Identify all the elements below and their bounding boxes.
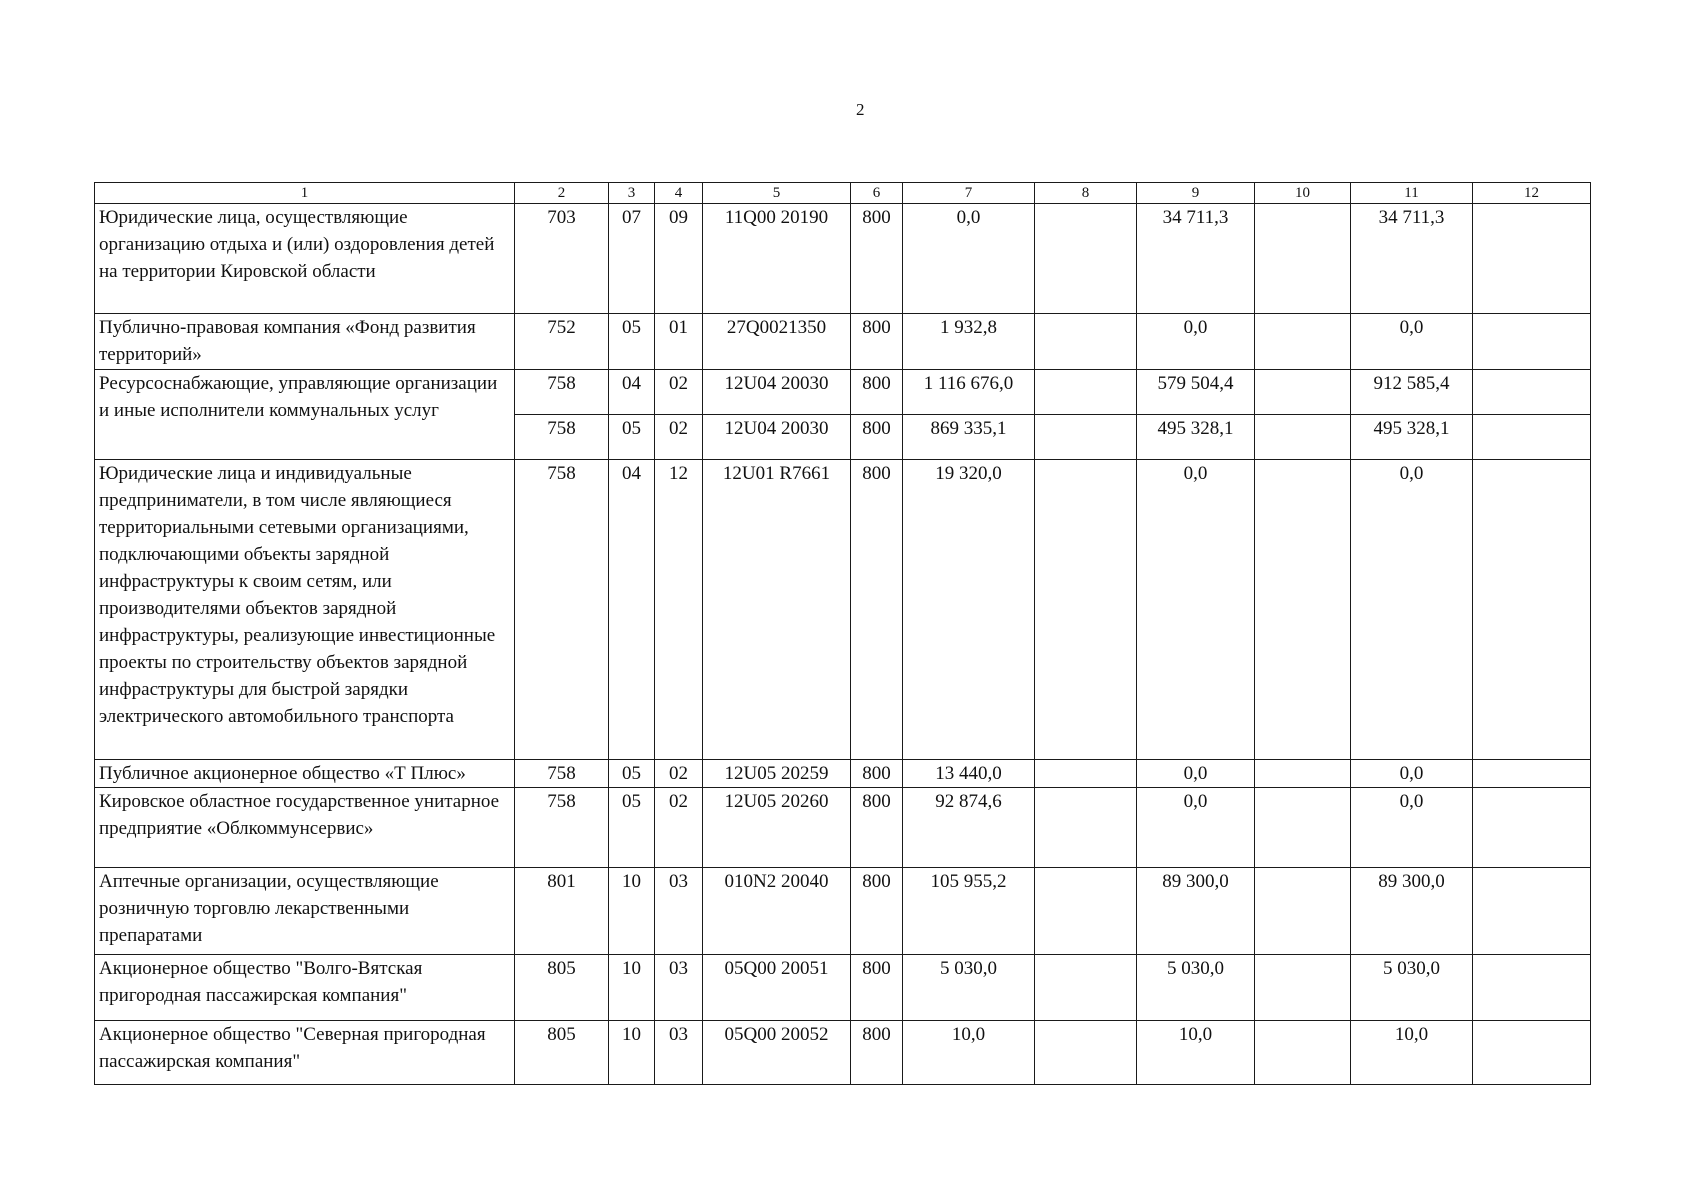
cell-col-5: 12U04 20030 bbox=[703, 415, 851, 460]
cell-col-8 bbox=[1035, 460, 1137, 760]
cell-col-12 bbox=[1473, 204, 1591, 314]
header-row bbox=[95, 183, 1591, 204]
cell-col-9: 579 504,4 bbox=[1137, 370, 1255, 415]
column-header-8: 8 bbox=[1035, 183, 1137, 204]
cell-col-6: 800 bbox=[851, 1021, 903, 1085]
cell-col-11: 0,0 bbox=[1351, 760, 1473, 788]
column-header-3: 3 bbox=[609, 183, 655, 204]
cell-col-9: 10,0 bbox=[1137, 1021, 1255, 1085]
column-header-11: 11 bbox=[1351, 183, 1473, 204]
cell-col-4: 02 bbox=[655, 370, 703, 415]
cell-col-2: 758 bbox=[515, 788, 609, 868]
cell-col-10 bbox=[1255, 314, 1351, 370]
cell-col-3: 05 bbox=[609, 314, 655, 370]
recipient-name: Акционерное общество "Волго-Вятская пригородная пассажирская компания" bbox=[95, 955, 515, 1021]
cell-col-12 bbox=[1473, 868, 1591, 955]
cell-col-7: 5 030,0 bbox=[903, 955, 1035, 1021]
recipient-name: Аптечные организации, осуществляющие розничную торговлю лекарственными препаратами bbox=[95, 868, 515, 955]
page-number: 2 bbox=[856, 100, 865, 119]
cell-col-8 bbox=[1035, 1021, 1137, 1085]
cell-col-6: 800 bbox=[851, 460, 903, 760]
cell-col-11: 912 585,4 bbox=[1351, 370, 1473, 415]
cell-col-11: 0,0 bbox=[1351, 314, 1473, 370]
cell-col-6: 800 bbox=[851, 314, 903, 370]
cell-col-8 bbox=[1035, 868, 1137, 955]
cell-col-3: 04 bbox=[609, 460, 655, 760]
column-header-5: 5 bbox=[703, 183, 851, 204]
cell-col-11: 0,0 bbox=[1351, 788, 1473, 868]
cell-col-7: 10,0 bbox=[903, 1021, 1035, 1085]
cell-col-5: 12U05 20259 bbox=[703, 760, 851, 788]
cell-col-10 bbox=[1255, 760, 1351, 788]
cell-col-7: 92 874,6 bbox=[903, 788, 1035, 868]
cell-col-6: 800 bbox=[851, 415, 903, 460]
column-header-9: 9 bbox=[1137, 183, 1255, 204]
cell-col-3: 04 bbox=[609, 370, 655, 415]
cell-col-2: 801 bbox=[515, 868, 609, 955]
cell-col-4: 12 bbox=[655, 460, 703, 760]
cell-col-9: 89 300,0 bbox=[1137, 868, 1255, 955]
cell-col-7: 0,0 bbox=[903, 204, 1035, 314]
cell-col-5: 05Q00 20052 bbox=[703, 1021, 851, 1085]
cell-col-2: 703 bbox=[515, 204, 609, 314]
cell-col-5: 12U05 20260 bbox=[703, 788, 851, 868]
cell-col-6: 800 bbox=[851, 788, 903, 868]
cell-col-8 bbox=[1035, 370, 1137, 415]
table-row bbox=[95, 788, 1591, 868]
column-header-10: 10 bbox=[1255, 183, 1351, 204]
cell-col-3: 05 bbox=[609, 788, 655, 868]
cell-col-12 bbox=[1473, 760, 1591, 788]
cell-col-3: 10 bbox=[609, 1021, 655, 1085]
budget-table bbox=[94, 182, 1591, 1085]
cell-col-6: 800 bbox=[851, 760, 903, 788]
cell-col-11: 34 711,3 bbox=[1351, 204, 1473, 314]
column-header-6: 6 bbox=[851, 183, 903, 204]
cell-col-7: 13 440,0 bbox=[903, 760, 1035, 788]
cell-col-5: 05Q00 20051 bbox=[703, 955, 851, 1021]
cell-col-4: 02 bbox=[655, 760, 703, 788]
cell-col-12 bbox=[1473, 955, 1591, 1021]
recipient-name: Акционерное общество "Северная пригородная пассажирская компания" bbox=[95, 1021, 515, 1085]
cell-col-4: 02 bbox=[655, 415, 703, 460]
cell-col-10 bbox=[1255, 1021, 1351, 1085]
cell-col-12 bbox=[1473, 460, 1591, 760]
cell-col-8 bbox=[1035, 204, 1137, 314]
cell-col-6: 800 bbox=[851, 868, 903, 955]
cell-col-5: 27Q0021350 bbox=[703, 314, 851, 370]
cell-col-10 bbox=[1255, 415, 1351, 460]
cell-col-9: 495 328,1 bbox=[1137, 415, 1255, 460]
cell-col-9: 34 711,3 bbox=[1137, 204, 1255, 314]
cell-col-10 bbox=[1255, 788, 1351, 868]
cell-col-8 bbox=[1035, 314, 1137, 370]
cell-col-12 bbox=[1473, 415, 1591, 460]
cell-col-5: 010N2 20040 bbox=[703, 868, 851, 955]
cell-col-3: 05 bbox=[609, 760, 655, 788]
cell-col-7: 869 335,1 bbox=[903, 415, 1035, 460]
cell-col-10 bbox=[1255, 868, 1351, 955]
recipient-name: Юридические лица, осуществляющие организацию отдыха и (или) оздоровления детей на территории Кировской области bbox=[95, 204, 515, 314]
cell-col-12 bbox=[1473, 370, 1591, 415]
cell-col-5: 12U04 20030 bbox=[703, 370, 851, 415]
cell-col-8 bbox=[1035, 415, 1137, 460]
cell-col-2: 758 bbox=[515, 760, 609, 788]
table-row bbox=[95, 314, 1591, 370]
table-row bbox=[95, 760, 1591, 788]
cell-col-6: 800 bbox=[851, 204, 903, 314]
cell-col-7: 1 932,8 bbox=[903, 314, 1035, 370]
column-header-1: 1 bbox=[95, 183, 515, 204]
table-row bbox=[95, 868, 1591, 955]
cell-col-2: 758 bbox=[515, 415, 609, 460]
cell-col-2: 805 bbox=[515, 1021, 609, 1085]
table-row bbox=[95, 955, 1591, 1021]
table-body bbox=[95, 204, 1591, 1085]
column-header-7: 7 bbox=[903, 183, 1035, 204]
cell-col-7: 105 955,2 bbox=[903, 868, 1035, 955]
cell-col-7: 19 320,0 bbox=[903, 460, 1035, 760]
cell-col-11: 10,0 bbox=[1351, 1021, 1473, 1085]
cell-col-6: 800 bbox=[851, 370, 903, 415]
table-row bbox=[95, 1021, 1591, 1085]
cell-col-4: 02 bbox=[655, 788, 703, 868]
cell-col-4: 03 bbox=[655, 955, 703, 1021]
cell-col-11: 0,0 bbox=[1351, 460, 1473, 760]
table-row bbox=[95, 460, 1591, 760]
cell-col-8 bbox=[1035, 955, 1137, 1021]
cell-col-5: 12U01 R7661 bbox=[703, 460, 851, 760]
cell-col-9: 0,0 bbox=[1137, 788, 1255, 868]
cell-col-4: 01 bbox=[655, 314, 703, 370]
cell-col-12 bbox=[1473, 788, 1591, 868]
table-row bbox=[95, 204, 1591, 314]
recipient-name: Публично-правовая компания «Фонд развития территорий» bbox=[95, 314, 515, 370]
cell-col-11: 495 328,1 bbox=[1351, 415, 1473, 460]
cell-col-6: 800 bbox=[851, 955, 903, 1021]
cell-col-9: 0,0 bbox=[1137, 314, 1255, 370]
cell-col-4: 09 bbox=[655, 204, 703, 314]
recipient-name: Публичное акционерное общество «Т Плюс» bbox=[95, 760, 515, 788]
cell-col-4: 03 bbox=[655, 868, 703, 955]
cell-col-11: 5 030,0 bbox=[1351, 955, 1473, 1021]
cell-col-7: 1 116 676,0 bbox=[903, 370, 1035, 415]
cell-col-9: 5 030,0 bbox=[1137, 955, 1255, 1021]
cell-col-3: 10 bbox=[609, 955, 655, 1021]
cell-col-2: 758 bbox=[515, 370, 609, 415]
recipient-name: Кировское областное государственное унитарное предприятие «Облкоммунсервис» bbox=[95, 788, 515, 868]
cell-col-8 bbox=[1035, 760, 1137, 788]
cell-col-4: 03 bbox=[655, 1021, 703, 1085]
cell-col-3: 07 bbox=[609, 204, 655, 314]
cell-col-5: 11Q00 20190 bbox=[703, 204, 851, 314]
cell-col-10 bbox=[1255, 460, 1351, 760]
cell-col-2: 752 bbox=[515, 314, 609, 370]
cell-col-12 bbox=[1473, 314, 1591, 370]
column-header-4: 4 bbox=[655, 183, 703, 204]
cell-col-2: 805 bbox=[515, 955, 609, 1021]
cell-col-10 bbox=[1255, 370, 1351, 415]
recipient-name: Ресурсоснабжающие, управляющие организации и иные исполнители коммунальных услуг bbox=[95, 370, 515, 460]
cell-col-3: 05 bbox=[609, 415, 655, 460]
cell-col-10 bbox=[1255, 955, 1351, 1021]
cell-col-9: 0,0 bbox=[1137, 760, 1255, 788]
cell-col-2: 758 bbox=[515, 460, 609, 760]
column-header-12: 12 bbox=[1473, 183, 1591, 204]
cell-col-9: 0,0 bbox=[1137, 460, 1255, 760]
cell-col-10 bbox=[1255, 204, 1351, 314]
cell-col-3: 10 bbox=[609, 868, 655, 955]
column-header-2: 2 bbox=[515, 183, 609, 204]
table-row bbox=[95, 370, 1591, 415]
recipient-name: Юридические лица и индивидуальные предприниматели, в том числе являющиеся территориальными сетевыми организациями, подключающими объекты зарядной инфраструктуры к своим сетям, или производителями объектов зарядной инфраструктуры, реализующие инвестиционные проекты по строительству объектов зарядной инфраструктуры для быстрой зарядки электрического автомобильного транспорта bbox=[95, 460, 515, 760]
cell-col-8 bbox=[1035, 788, 1137, 868]
cell-col-11: 89 300,0 bbox=[1351, 868, 1473, 955]
cell-col-12 bbox=[1473, 1021, 1591, 1085]
